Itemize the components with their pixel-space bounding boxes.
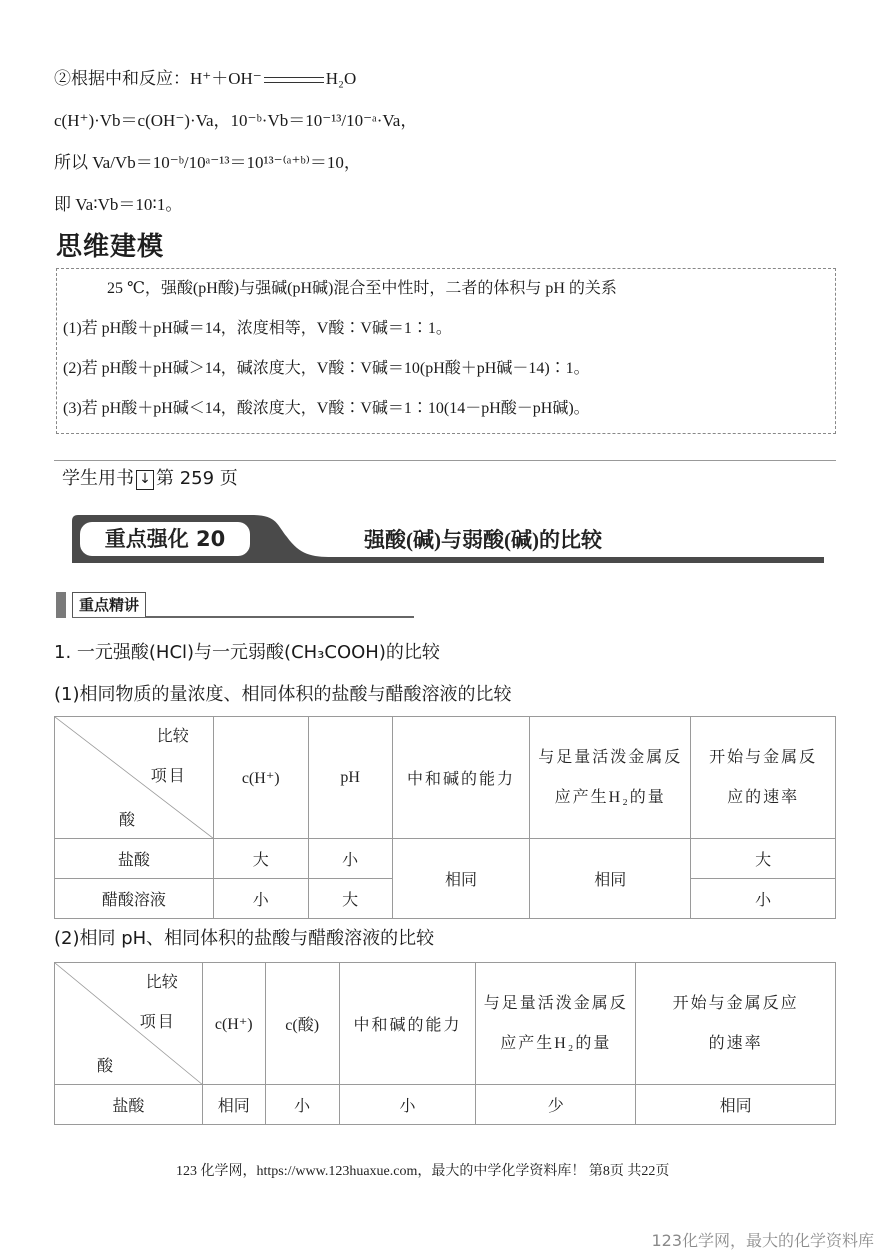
cell-c-h: 小 <box>213 879 308 919</box>
acid-name: 盐酸 <box>55 1085 203 1125</box>
cell-rate: 相同 <box>636 1085 836 1125</box>
equation-rhs: H₂O <box>325 69 357 88</box>
comparison-table-2 <box>54 962 836 1125</box>
book-ref-prefix: 学生用书 <box>62 468 134 489</box>
table-row <box>55 1085 836 1125</box>
table-row <box>55 839 836 879</box>
cell-h2: 少 <box>476 1085 636 1125</box>
model-rule-1: (1)若 pH酸＋pH碱＝14，浓度相等，V酸∶V碱＝1∶1。 <box>63 320 452 337</box>
corner-bottom: 酸 <box>119 812 136 829</box>
cell-c-h: 相同 <box>202 1085 265 1125</box>
corner-top: 比较 <box>145 974 178 991</box>
model-box <box>56 268 836 434</box>
subheading-2: (2)相同 pH、相同体积的盐酸与醋酸溶液的比较 <box>54 928 435 949</box>
diagonal-line <box>55 963 202 1084</box>
page-footer: 123 化学网，https://www.123huaxue.com，最大的中学化学资料库！ 第8页 共22页 <box>176 1164 670 1179</box>
banner-title: 强酸(碱)与弱酸(碱)的比较 <box>364 528 602 552</box>
corner-middle: 项目 <box>150 768 187 785</box>
derivation-line-1 <box>54 64 356 89</box>
derivation-prefix: ②根据中和反应： <box>54 69 190 88</box>
derivation-line-3: 所以 Va/Vb＝10⁻ᵇ/10ᵃ⁻¹³＝10¹³⁻⁽ᵃ⁺ᵇ⁾＝10， <box>54 153 361 172</box>
cell-h2: 相同 <box>530 839 691 919</box>
header-cell: 中和碱的能力 <box>392 717 530 839</box>
subheading-1: (1)相同物质的量浓度、相同体积的盐酸与醋酸溶液的比较 <box>54 684 512 705</box>
equation-lhs: H⁺＋OH⁻ <box>190 69 262 88</box>
model-rule-2: (2)若 pH酸＋pH碱＞14，碱浓度大，V酸∶V碱＝10(pH酸＋pH碱－14)∶1。 <box>63 360 590 377</box>
header-cell: 开始与金属反应的速率 <box>636 963 836 1085</box>
watermark: 123化学网，最大的化学资料库 <box>651 1231 874 1250</box>
derivation-line-4: 即 Va∶Vb＝10∶1。 <box>54 195 183 214</box>
book-ref-page: 第 259 页 <box>156 468 238 489</box>
header-cell: c(酸) <box>265 963 339 1085</box>
double-equals-sign <box>264 77 324 83</box>
header-cell: 开始与金属反应的速率 <box>691 717 836 839</box>
down-arrow-icon: ↓ <box>136 470 154 490</box>
corner-middle: 项目 <box>139 1014 176 1031</box>
corner-cell <box>55 963 203 1085</box>
header-cell: pH <box>308 717 392 839</box>
header-cell: 与足量活泼金属反应产生H₂的量 <box>476 963 636 1085</box>
cell-rate: 小 <box>691 879 836 919</box>
cell-rate: 大 <box>691 839 836 879</box>
cell-ph: 小 <box>308 839 392 879</box>
section-banner <box>72 515 824 563</box>
model-intro: 25 ℃，强酸(pH酸)与强碱(pH碱)混合至中性时，二者的体积与 pH 的关系 <box>107 280 617 297</box>
section-tag <box>56 592 416 618</box>
cell-neutralize: 相同 <box>392 839 530 919</box>
banner-badge: 重点强化 20 <box>80 522 250 556</box>
header-cell: 中和碱的能力 <box>339 963 476 1085</box>
section-tag-bar <box>56 592 66 618</box>
cell-c-h: 大 <box>213 839 308 879</box>
divider <box>54 460 836 461</box>
corner-cell <box>55 717 214 839</box>
header-cell: 与足量活泼金属反应产生H₂的量 <box>530 717 691 839</box>
cell-ph: 大 <box>308 879 392 919</box>
header-cell: c(H⁺) <box>202 963 265 1085</box>
section-tag-label: 重点精讲 <box>72 592 146 617</box>
derivation-line-2: c(H⁺)·Vb＝c(OH⁻)·Va，10⁻ᵇ·Vb＝10⁻¹³/10⁻ᵃ·Va， <box>54 111 418 130</box>
acid-name: 醋酸溶液 <box>55 879 214 919</box>
heading-1: 1. 一元强酸(HCl)与一元弱酸(CH₃COOH)的比较 <box>54 642 440 663</box>
table-header-row <box>55 717 836 839</box>
cell-neutralize: 小 <box>339 1085 476 1125</box>
acid-name: 盐酸 <box>55 839 214 879</box>
book-reference <box>62 464 238 490</box>
model-title: 思维建模 <box>56 232 165 262</box>
corner-bottom: 酸 <box>97 1058 114 1075</box>
model-rule-3: (3)若 pH酸＋pH碱＜14，酸浓度大，V酸∶V碱＝1∶10(14－pH酸－pH碱)。 <box>63 400 590 417</box>
header-cell: c(H⁺) <box>213 717 308 839</box>
corner-top: 比较 <box>156 728 189 745</box>
cell-c-acid: 小 <box>265 1085 339 1125</box>
comparison-table-1 <box>54 716 836 919</box>
table-header-row <box>55 963 836 1085</box>
